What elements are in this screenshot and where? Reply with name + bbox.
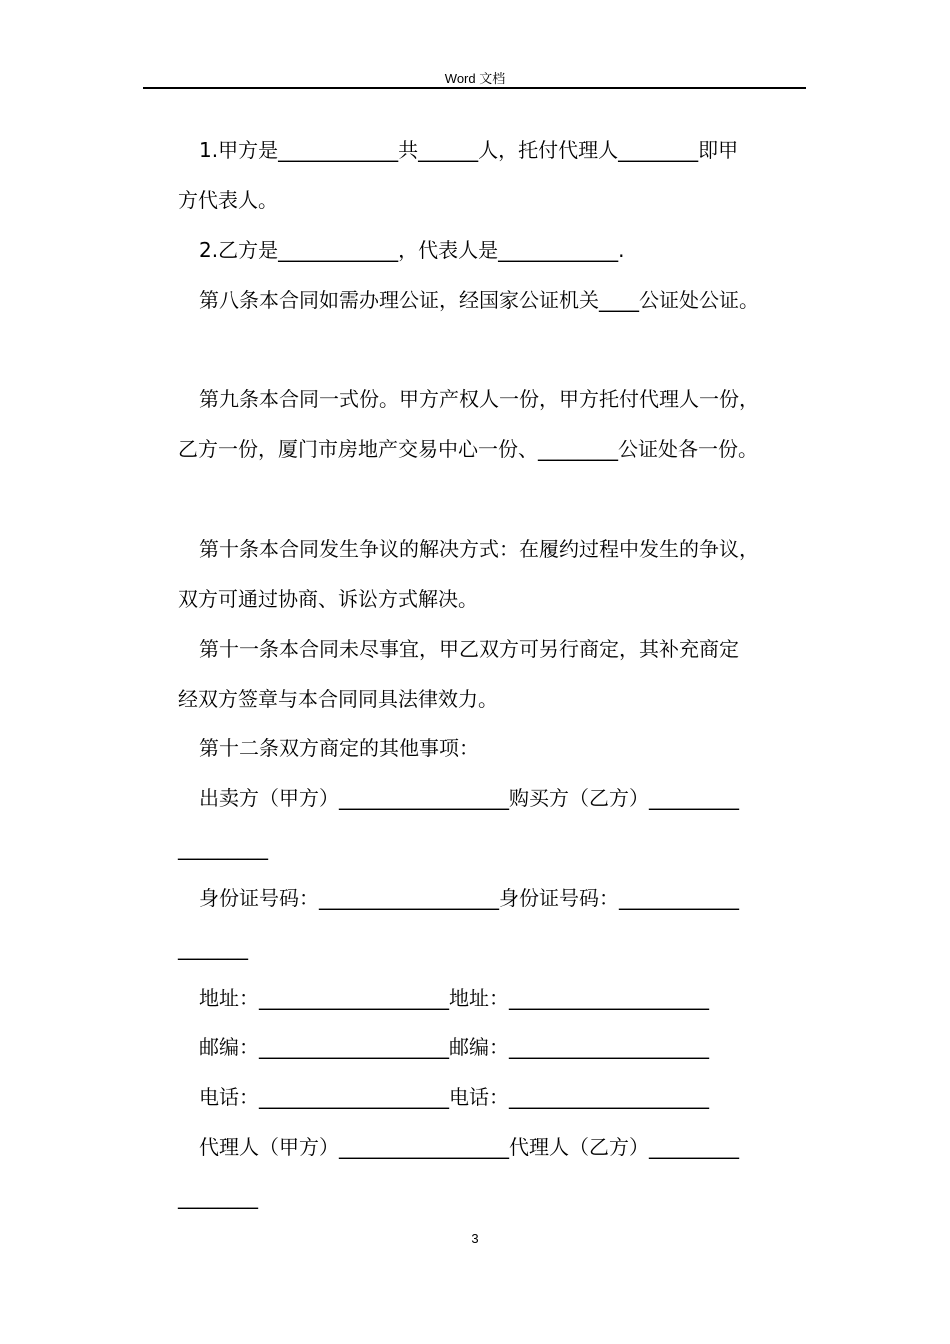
paragraph-line: 第十一条本合同未尽事宜，甲乙双方可另行商定，其补充商定 — [199, 637, 739, 661]
paragraph-line: 第八条本合同如需办理公证，经国家公证机关____公证处公证。 — [199, 288, 759, 312]
paragraph-line: 乙方一份，厦门市房地产交易中心一份、________公证处各一份。 — [178, 437, 758, 461]
signature-line-phone: 电话：___________________电话：____________________ — [199, 1085, 709, 1109]
header-rule — [143, 87, 806, 89]
signature-line-continued: ________ — [178, 1185, 258, 1209]
signature-line-seller-buyer: 出卖方（甲方）_________________购买方（乙方）_________ — [199, 786, 739, 810]
signature-line-continued: _________ — [178, 836, 268, 860]
signature-line-postcode: 邮编：___________________邮编：____________________ — [199, 1035, 709, 1059]
page-number: 3 — [471, 1231, 479, 1246]
paragraph-line: 2.乙方是____________，代表人是____________. — [199, 238, 625, 262]
paragraph-line: 第十二条双方商定的其他事项： — [199, 736, 479, 760]
signature-line-agent: 代理人（甲方）_________________代理人（乙方）_________ — [199, 1135, 739, 1159]
paragraph-line: 双方可通过协商、诉讼方式解决。 — [178, 587, 478, 611]
signature-line-id-number: 身份证号码：__________________身份证号码：____________ — [199, 886, 739, 910]
header-title: Word 文档 — [444, 71, 506, 86]
paragraph-line: 方代表人。 — [178, 188, 278, 212]
paragraph-line: 1.甲方是____________共______人，托付代理人________即甲 — [199, 138, 739, 162]
signature-line-address: 地址：___________________地址：____________________ — [199, 986, 709, 1010]
paragraph-line: 第十条本合同发生争议的解决方式：在履约过程中发生的争议， — [199, 537, 759, 561]
signature-line-continued: _______ — [178, 936, 248, 960]
paragraph-line: 经双方签章与本合同同具法律效力。 — [178, 687, 498, 711]
paragraph-line: 第九条本合同一式份。甲方产权人一份，甲方托付代理人一份， — [199, 387, 759, 411]
